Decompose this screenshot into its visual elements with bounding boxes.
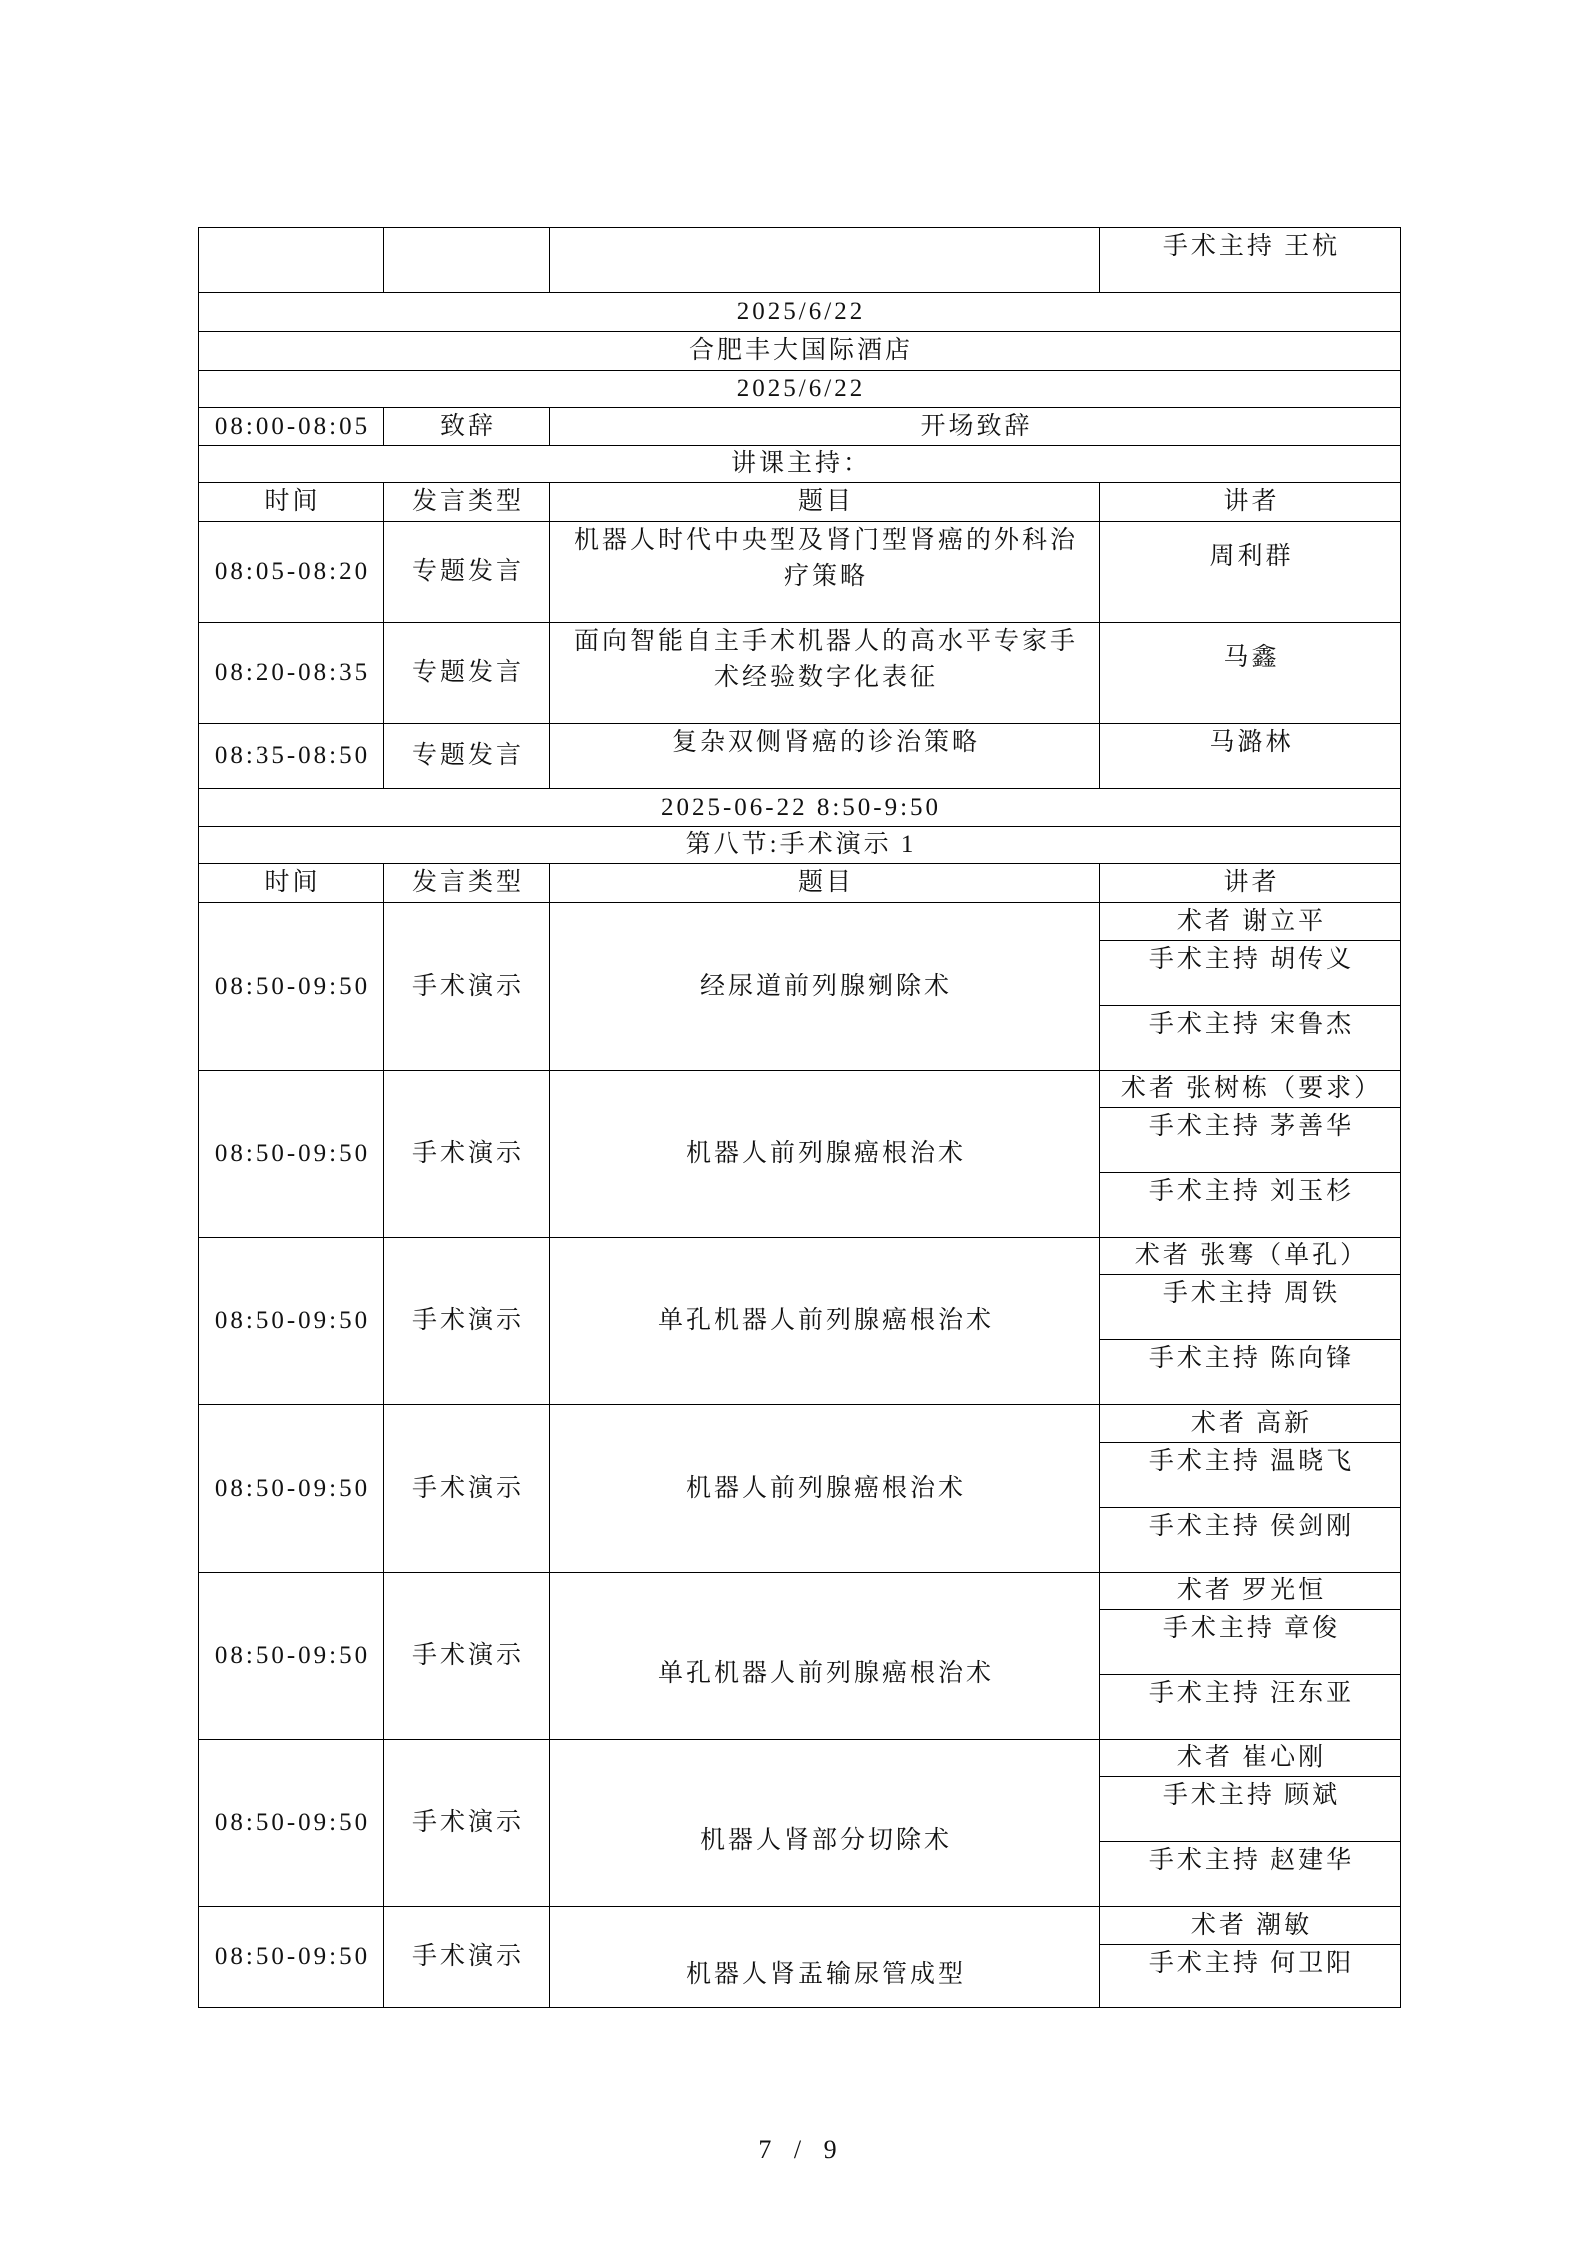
empty-cell: [384, 228, 550, 293]
lecture-time: 08:35-08:50: [199, 724, 384, 789]
opening-time: 08:00-08:05: [199, 408, 384, 446]
surgery-host: 手术主持 赵建华: [1100, 1842, 1401, 1907]
session-title: 第八节:手术演示 1: [199, 827, 1401, 864]
surgery-host: 手术主持 陈向锋: [1100, 1340, 1401, 1405]
empty-cell: [550, 228, 1100, 293]
lecture-time: 08:20-08:35: [199, 623, 384, 724]
header-topic: 题目: [550, 864, 1100, 903]
surgery-host: 手术主持 侯剑刚: [1100, 1508, 1401, 1573]
header-time: 时间: [199, 864, 384, 903]
surgery-time: 08:50-09:50: [199, 1071, 384, 1238]
surgery-host: 手术主持 胡传义: [1100, 941, 1401, 1006]
lecture-type: 专题发言: [384, 522, 550, 623]
continuation-speaker: 手术主持 王杭: [1100, 228, 1401, 293]
surgery-topic: 机器人肾部分切除术: [550, 1740, 1100, 1907]
lecture-topic-line: 术经验数字化表征: [713, 664, 938, 691]
header-topic: 题目: [550, 483, 1100, 522]
lecture-topic-line: 疗策略: [783, 563, 868, 590]
surgery-surgeon: 术者 罗光恒: [1100, 1573, 1401, 1610]
surgery-surgeon: 术者 谢立平: [1100, 903, 1401, 941]
opening-type: 致辞: [384, 408, 550, 446]
lecture-topic: [550, 522, 1100, 623]
surgery-surgeon: 术者 崔心刚: [1100, 1740, 1401, 1777]
surgery-host: 手术主持 汪东亚: [1100, 1675, 1401, 1740]
header-type: 发言类型: [384, 864, 550, 903]
opening-topic: 开场致辞: [550, 408, 1401, 446]
surgery-host: 手术主持 周铁: [1100, 1275, 1401, 1340]
surgery-type: 手术演示: [384, 1071, 550, 1238]
surgery-host: 手术主持 何卫阳: [1100, 1945, 1401, 2008]
surgery-topic: 单孔机器人前列腺癌根治术: [550, 1238, 1100, 1405]
lecture-topic-line: 复杂双侧肾癌的诊治策略: [671, 729, 980, 756]
surgery-type: 手术演示: [384, 1238, 550, 1405]
surgery-host: 手术主持 宋鲁杰: [1100, 1006, 1401, 1071]
lecture-speaker: 马鑫: [1100, 623, 1401, 724]
surgery-time: 08:50-09:50: [199, 1573, 384, 1740]
surgery-host: 手术主持 刘玉杉: [1100, 1173, 1401, 1238]
surgery-time: 08:50-09:50: [199, 903, 384, 1071]
lecture-time: 08:05-08:20: [199, 522, 384, 623]
surgery-surgeon: 术者 张骞（单孔）: [1100, 1238, 1401, 1275]
header-time: 时间: [199, 483, 384, 522]
session-datetime: 2025-06-22 8:50-9:50: [199, 789, 1401, 827]
lecture-host: 讲课主持：: [199, 446, 1401, 483]
header-speaker: 讲者: [1100, 864, 1401, 903]
schedule-table: [198, 227, 1401, 2008]
surgery-host: 手术主持 茅善华: [1100, 1108, 1401, 1173]
surgery-time: 08:50-09:50: [199, 1405, 384, 1573]
surgery-type: 手术演示: [384, 903, 550, 1071]
surgery-surgeon: 术者 潮敏: [1100, 1907, 1401, 1945]
lecture-type: 专题发言: [384, 724, 550, 789]
surgery-surgeon: 术者 张树栋（要求）: [1100, 1071, 1401, 1108]
lecture-topic-line: 面向智能自主手术机器人的高水平专家手: [573, 628, 1078, 655]
surgery-time: 08:50-09:50: [199, 1238, 384, 1405]
surgery-type: 手术演示: [384, 1740, 550, 1907]
lecture-topic: [550, 623, 1100, 724]
surgery-type: 手术演示: [384, 1907, 550, 2008]
surgery-topic: 单孔机器人前列腺癌根治术: [550, 1573, 1100, 1740]
lecture-topic: [550, 724, 1100, 789]
day-date: 2025/6/22: [199, 293, 1401, 332]
lecture-topic-line: 机器人时代中央型及肾门型肾癌的外科治: [573, 527, 1078, 554]
surgery-host: 手术主持 顾斌: [1100, 1777, 1401, 1842]
surgery-time: 08:50-09:50: [199, 1740, 384, 1907]
lecture-speaker: 周利群: [1100, 522, 1401, 623]
lecture-speaker: 马潞林: [1100, 724, 1401, 789]
page-number: 7 / 9: [758, 2135, 842, 2164]
surgery-time: 08:50-09:50: [199, 1907, 384, 2008]
surgery-host: 手术主持 温晓飞: [1100, 1443, 1401, 1508]
surgery-topic: 经尿道前列腺剜除术: [550, 903, 1100, 1071]
empty-cell: [199, 228, 384, 293]
surgery-type: 手术演示: [384, 1405, 550, 1573]
surgery-topic: 机器人前列腺癌根治术: [550, 1405, 1100, 1573]
surgery-type: 手术演示: [384, 1573, 550, 1740]
surgery-topic: 机器人肾盂输尿管成型: [550, 1907, 1100, 2008]
header-type: 发言类型: [384, 483, 550, 522]
venue: 合肥丰大国际酒店: [199, 332, 1401, 371]
surgery-surgeon: 术者 高新: [1100, 1405, 1401, 1443]
header-speaker: 讲者: [1100, 483, 1401, 522]
day-date-repeat: 2025/6/22: [199, 371, 1401, 408]
lecture-type: 专题发言: [384, 623, 550, 724]
surgery-topic: 机器人前列腺癌根治术: [550, 1071, 1100, 1238]
surgery-host: 手术主持 章俊: [1100, 1610, 1401, 1675]
